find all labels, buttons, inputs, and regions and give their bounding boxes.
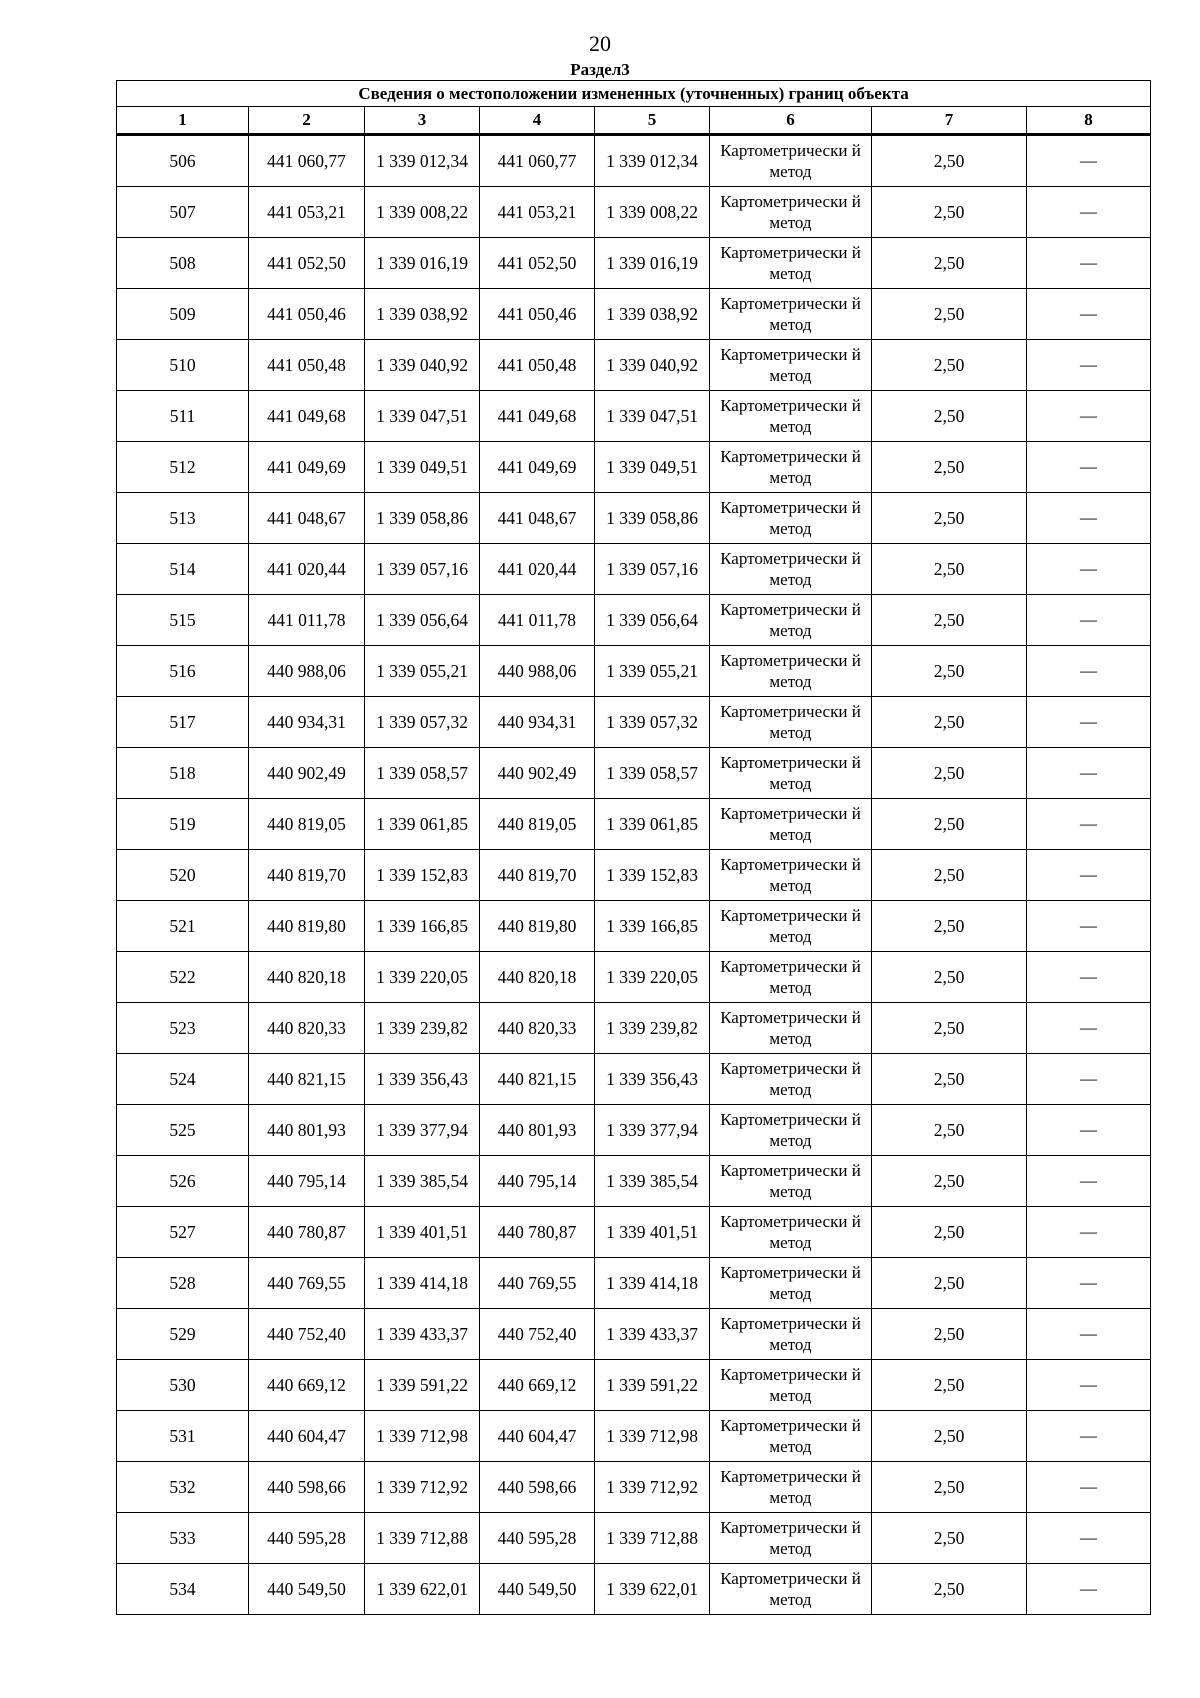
table-row	[117, 1156, 1151, 1207]
accuracy-cell: 2,50	[872, 1513, 1027, 1564]
accuracy-cell: 2,50	[872, 1003, 1027, 1054]
accuracy-cell: 2,50	[872, 1054, 1027, 1105]
method-cell: Картометрически й метод	[710, 1564, 872, 1615]
description-cell: —	[1027, 1105, 1151, 1156]
description-cell: —	[1027, 1411, 1151, 1462]
point-number-cell: 524	[117, 1054, 249, 1105]
new-x-cell: 441 053,21	[480, 187, 595, 238]
new-x-cell: 441 049,69	[480, 442, 595, 493]
table-row	[117, 493, 1151, 544]
old-y-cell: 1 339 056,64	[365, 595, 480, 646]
new-y-cell: 1 339 622,01	[595, 1564, 710, 1615]
point-number-cell: 515	[117, 595, 249, 646]
old-x-cell: 441 048,67	[249, 493, 365, 544]
accuracy-cell: 2,50	[872, 1258, 1027, 1309]
point-number-cell: 510	[117, 340, 249, 391]
new-y-cell: 1 339 414,18	[595, 1258, 710, 1309]
old-y-cell: 1 339 061,85	[365, 799, 480, 850]
old-x-cell: 440 752,40	[249, 1309, 365, 1360]
new-y-cell: 1 339 356,43	[595, 1054, 710, 1105]
old-y-cell: 1 339 356,43	[365, 1054, 480, 1105]
table-row	[117, 1462, 1151, 1513]
method-cell: Картометрически й метод	[710, 1054, 872, 1105]
method-cell: Картометрически й метод	[710, 697, 872, 748]
old-y-cell: 1 339 057,16	[365, 544, 480, 595]
old-x-cell: 440 819,70	[249, 850, 365, 901]
accuracy-cell: 2,50	[872, 850, 1027, 901]
old-x-cell: 441 060,77	[249, 135, 365, 187]
method-cell: Картометрически й метод	[710, 544, 872, 595]
new-x-cell: 440 819,05	[480, 799, 595, 850]
new-x-cell: 440 988,06	[480, 646, 595, 697]
table-row	[117, 1411, 1151, 1462]
column-number: 7	[872, 107, 1027, 135]
method-cell: Картометрически й метод	[710, 1105, 872, 1156]
old-x-cell: 440 902,49	[249, 748, 365, 799]
point-number-cell: 522	[117, 952, 249, 1003]
accuracy-cell: 2,50	[872, 238, 1027, 289]
method-cell: Картометрически й метод	[710, 1207, 872, 1258]
table-row	[117, 391, 1151, 442]
method-cell: Картометрически й метод	[710, 901, 872, 952]
method-cell: Картометрически й метод	[710, 850, 872, 901]
old-x-cell: 440 598,66	[249, 1462, 365, 1513]
point-number-cell: 518	[117, 748, 249, 799]
point-number-cell: 514	[117, 544, 249, 595]
method-cell: Картометрически й метод	[710, 1513, 872, 1564]
old-x-cell: 441 011,78	[249, 595, 365, 646]
old-x-cell: 440 819,80	[249, 901, 365, 952]
point-number-cell: 534	[117, 1564, 249, 1615]
new-y-cell: 1 339 057,16	[595, 544, 710, 595]
description-cell: —	[1027, 901, 1151, 952]
description-cell: —	[1027, 595, 1151, 646]
accuracy-cell: 2,50	[872, 442, 1027, 493]
accuracy-cell: 2,50	[872, 135, 1027, 187]
description-cell: —	[1027, 391, 1151, 442]
table-row	[117, 646, 1151, 697]
new-x-cell: 441 020,44	[480, 544, 595, 595]
new-y-cell: 1 339 056,64	[595, 595, 710, 646]
column-number-row	[117, 107, 1151, 135]
accuracy-cell: 2,50	[872, 901, 1027, 952]
point-number-cell: 512	[117, 442, 249, 493]
point-number-cell: 530	[117, 1360, 249, 1411]
old-x-cell: 440 669,12	[249, 1360, 365, 1411]
old-x-cell: 441 049,69	[249, 442, 365, 493]
accuracy-cell: 2,50	[872, 289, 1027, 340]
new-y-cell: 1 339 016,19	[595, 238, 710, 289]
table-body	[117, 135, 1151, 1615]
table-caption: Сведения о местоположении измененных (уточненных) границ объекта	[117, 81, 1151, 107]
table-row	[117, 1105, 1151, 1156]
accuracy-cell: 2,50	[872, 1309, 1027, 1360]
new-x-cell: 440 819,80	[480, 901, 595, 952]
description-cell: —	[1027, 1156, 1151, 1207]
accuracy-cell: 2,50	[872, 1207, 1027, 1258]
point-number-cell: 506	[117, 135, 249, 187]
accuracy-cell: 2,50	[872, 1156, 1027, 1207]
old-x-cell: 441 049,68	[249, 391, 365, 442]
description-cell: —	[1027, 289, 1151, 340]
method-cell: Картометрически й метод	[710, 289, 872, 340]
new-y-cell: 1 339 591,22	[595, 1360, 710, 1411]
point-number-cell: 533	[117, 1513, 249, 1564]
method-cell: Картометрически й метод	[710, 748, 872, 799]
method-cell: Картометрически й метод	[710, 340, 872, 391]
old-y-cell: 1 339 712,88	[365, 1513, 480, 1564]
old-y-cell: 1 339 047,51	[365, 391, 480, 442]
column-number: 5	[595, 107, 710, 135]
table-row	[117, 238, 1151, 289]
new-y-cell: 1 339 239,82	[595, 1003, 710, 1054]
new-x-cell: 440 598,66	[480, 1462, 595, 1513]
accuracy-cell: 2,50	[872, 748, 1027, 799]
description-cell: —	[1027, 799, 1151, 850]
description-cell: —	[1027, 238, 1151, 289]
old-x-cell: 441 053,21	[249, 187, 365, 238]
point-number-cell: 511	[117, 391, 249, 442]
new-x-cell: 441 050,46	[480, 289, 595, 340]
description-cell: —	[1027, 748, 1151, 799]
new-y-cell: 1 339 712,88	[595, 1513, 710, 1564]
new-y-cell: 1 339 712,92	[595, 1462, 710, 1513]
point-number-cell: 513	[117, 493, 249, 544]
table-row	[117, 799, 1151, 850]
description-cell: —	[1027, 1564, 1151, 1615]
page-number: 20	[589, 31, 611, 56]
new-x-cell: 440 795,14	[480, 1156, 595, 1207]
new-x-cell: 440 604,47	[480, 1411, 595, 1462]
new-y-cell: 1 339 377,94	[595, 1105, 710, 1156]
new-y-cell: 1 339 152,83	[595, 850, 710, 901]
new-x-cell: 440 752,40	[480, 1309, 595, 1360]
old-y-cell: 1 339 414,18	[365, 1258, 480, 1309]
method-cell: Картометрически й метод	[710, 1411, 872, 1462]
point-number-cell: 520	[117, 850, 249, 901]
description-cell: —	[1027, 697, 1151, 748]
new-x-cell: 441 060,77	[480, 135, 595, 187]
accuracy-cell: 2,50	[872, 952, 1027, 1003]
accuracy-cell: 2,50	[872, 1462, 1027, 1513]
description-cell: —	[1027, 1207, 1151, 1258]
accuracy-cell: 2,50	[872, 544, 1027, 595]
accuracy-cell: 2,50	[872, 1411, 1027, 1462]
old-x-cell: 441 052,50	[249, 238, 365, 289]
new-y-cell: 1 339 057,32	[595, 697, 710, 748]
old-x-cell: 441 020,44	[249, 544, 365, 595]
old-y-cell: 1 339 152,83	[365, 850, 480, 901]
new-y-cell: 1 339 220,05	[595, 952, 710, 1003]
accuracy-cell: 2,50	[872, 340, 1027, 391]
old-y-cell: 1 339 058,86	[365, 493, 480, 544]
old-x-cell: 440 780,87	[249, 1207, 365, 1258]
old-y-cell: 1 339 385,54	[365, 1156, 480, 1207]
description-cell: —	[1027, 646, 1151, 697]
old-y-cell: 1 339 401,51	[365, 1207, 480, 1258]
method-cell: Картометрически й метод	[710, 238, 872, 289]
point-number-cell: 509	[117, 289, 249, 340]
old-x-cell: 440 934,31	[249, 697, 365, 748]
method-cell: Картометрически й метод	[710, 595, 872, 646]
point-number-cell: 531	[117, 1411, 249, 1462]
accuracy-cell: 2,50	[872, 187, 1027, 238]
old-x-cell: 441 050,48	[249, 340, 365, 391]
new-x-cell: 440 902,49	[480, 748, 595, 799]
old-y-cell: 1 339 040,92	[365, 340, 480, 391]
new-y-cell: 1 339 040,92	[595, 340, 710, 391]
old-x-cell: 440 821,15	[249, 1054, 365, 1105]
new-y-cell: 1 339 012,34	[595, 135, 710, 187]
new-y-cell: 1 339 008,22	[595, 187, 710, 238]
old-y-cell: 1 339 239,82	[365, 1003, 480, 1054]
new-x-cell: 440 801,93	[480, 1105, 595, 1156]
old-x-cell: 440 549,50	[249, 1564, 365, 1615]
method-cell: Картометрически й метод	[710, 1156, 872, 1207]
accuracy-cell: 2,50	[872, 1564, 1027, 1615]
old-y-cell: 1 339 008,22	[365, 187, 480, 238]
old-y-cell: 1 339 433,37	[365, 1309, 480, 1360]
table-row	[117, 544, 1151, 595]
table-row	[117, 1054, 1151, 1105]
point-number-cell: 526	[117, 1156, 249, 1207]
new-y-cell: 1 339 058,57	[595, 748, 710, 799]
description-cell: —	[1027, 187, 1151, 238]
description-cell: —	[1027, 1462, 1151, 1513]
table-row	[117, 952, 1151, 1003]
old-x-cell: 440 820,18	[249, 952, 365, 1003]
old-y-cell: 1 339 622,01	[365, 1564, 480, 1615]
accuracy-cell: 2,50	[872, 595, 1027, 646]
accuracy-cell: 2,50	[872, 493, 1027, 544]
description-cell: —	[1027, 1258, 1151, 1309]
table-row	[117, 697, 1151, 748]
new-x-cell: 441 011,78	[480, 595, 595, 646]
column-number: 6	[710, 107, 872, 135]
point-number-cell: 516	[117, 646, 249, 697]
old-y-cell: 1 339 712,92	[365, 1462, 480, 1513]
new-x-cell: 440 819,70	[480, 850, 595, 901]
table-row	[117, 1207, 1151, 1258]
point-number-cell: 519	[117, 799, 249, 850]
old-y-cell: 1 339 058,57	[365, 748, 480, 799]
point-number-cell: 523	[117, 1003, 249, 1054]
description-cell: —	[1027, 850, 1151, 901]
old-y-cell: 1 339 057,32	[365, 697, 480, 748]
table-row	[117, 595, 1151, 646]
new-y-cell: 1 339 433,37	[595, 1309, 710, 1360]
old-x-cell: 441 050,46	[249, 289, 365, 340]
table-row	[117, 1309, 1151, 1360]
table-row	[117, 1513, 1151, 1564]
new-x-cell: 441 050,48	[480, 340, 595, 391]
section-title: Раздел3	[570, 60, 630, 79]
table-row	[117, 1003, 1151, 1054]
description-cell: —	[1027, 1003, 1151, 1054]
column-number: 8	[1027, 107, 1151, 135]
new-x-cell: 440 820,18	[480, 952, 595, 1003]
description-cell: —	[1027, 442, 1151, 493]
old-x-cell: 440 820,33	[249, 1003, 365, 1054]
method-cell: Картометрически й метод	[710, 493, 872, 544]
new-x-cell: 441 049,68	[480, 391, 595, 442]
table-row	[117, 1258, 1151, 1309]
column-number: 1	[117, 107, 249, 135]
method-cell: Картометрически й метод	[710, 1003, 872, 1054]
column-number: 4	[480, 107, 595, 135]
method-cell: Картометрически й метод	[710, 135, 872, 187]
new-x-cell: 441 048,67	[480, 493, 595, 544]
table-row	[117, 135, 1151, 187]
point-number-cell: 525	[117, 1105, 249, 1156]
old-x-cell: 440 819,05	[249, 799, 365, 850]
description-cell: —	[1027, 1309, 1151, 1360]
new-x-cell: 440 769,55	[480, 1258, 595, 1309]
new-y-cell: 1 339 166,85	[595, 901, 710, 952]
table-row	[117, 340, 1151, 391]
point-number-cell: 532	[117, 1462, 249, 1513]
old-y-cell: 1 339 038,92	[365, 289, 480, 340]
accuracy-cell: 2,50	[872, 1360, 1027, 1411]
method-cell: Картометрически й метод	[710, 952, 872, 1003]
description-cell: —	[1027, 340, 1151, 391]
table-row	[117, 748, 1151, 799]
table-row	[117, 850, 1151, 901]
new-y-cell: 1 339 385,54	[595, 1156, 710, 1207]
column-number: 2	[249, 107, 365, 135]
table-row	[117, 289, 1151, 340]
description-cell: —	[1027, 493, 1151, 544]
old-y-cell: 1 339 591,22	[365, 1360, 480, 1411]
accuracy-cell: 2,50	[872, 799, 1027, 850]
point-number-cell: 527	[117, 1207, 249, 1258]
new-x-cell: 440 669,12	[480, 1360, 595, 1411]
new-x-cell: 440 595,28	[480, 1513, 595, 1564]
boundary-coordinates-table	[116, 80, 1151, 1615]
new-y-cell: 1 339 401,51	[595, 1207, 710, 1258]
new-x-cell: 441 052,50	[480, 238, 595, 289]
old-y-cell: 1 339 377,94	[365, 1105, 480, 1156]
column-number: 3	[365, 107, 480, 135]
new-x-cell: 440 549,50	[480, 1564, 595, 1615]
description-cell: —	[1027, 1054, 1151, 1105]
accuracy-cell: 2,50	[872, 646, 1027, 697]
method-cell: Картометрически й метод	[710, 646, 872, 697]
old-x-cell: 440 595,28	[249, 1513, 365, 1564]
table-row	[117, 187, 1151, 238]
old-x-cell: 440 795,14	[249, 1156, 365, 1207]
old-x-cell: 440 988,06	[249, 646, 365, 697]
new-y-cell: 1 339 049,51	[595, 442, 710, 493]
table-row	[117, 1564, 1151, 1615]
new-y-cell: 1 339 058,86	[595, 493, 710, 544]
description-cell: —	[1027, 544, 1151, 595]
description-cell: —	[1027, 952, 1151, 1003]
table-row	[117, 1360, 1151, 1411]
old-y-cell: 1 339 712,98	[365, 1411, 480, 1462]
description-cell: —	[1027, 135, 1151, 187]
new-y-cell: 1 339 047,51	[595, 391, 710, 442]
method-cell: Картометрически й метод	[710, 187, 872, 238]
point-number-cell: 528	[117, 1258, 249, 1309]
new-y-cell: 1 339 038,92	[595, 289, 710, 340]
old-y-cell: 1 339 220,05	[365, 952, 480, 1003]
accuracy-cell: 2,50	[872, 1105, 1027, 1156]
method-cell: Картометрически й метод	[710, 391, 872, 442]
new-x-cell: 440 780,87	[480, 1207, 595, 1258]
old-y-cell: 1 339 055,21	[365, 646, 480, 697]
old-y-cell: 1 339 012,34	[365, 135, 480, 187]
new-x-cell: 440 821,15	[480, 1054, 595, 1105]
new-x-cell: 440 820,33	[480, 1003, 595, 1054]
table-row	[117, 901, 1151, 952]
old-y-cell: 1 339 166,85	[365, 901, 480, 952]
old-x-cell: 440 769,55	[249, 1258, 365, 1309]
new-x-cell: 440 934,31	[480, 697, 595, 748]
point-number-cell: 517	[117, 697, 249, 748]
description-cell: —	[1027, 1513, 1151, 1564]
new-y-cell: 1 339 061,85	[595, 799, 710, 850]
point-number-cell: 507	[117, 187, 249, 238]
method-cell: Картометрически й метод	[710, 1258, 872, 1309]
accuracy-cell: 2,50	[872, 697, 1027, 748]
new-y-cell: 1 339 712,98	[595, 1411, 710, 1462]
accuracy-cell: 2,50	[872, 391, 1027, 442]
method-cell: Картометрически й метод	[710, 1360, 872, 1411]
method-cell: Картометрически й метод	[710, 1309, 872, 1360]
point-number-cell: 508	[117, 238, 249, 289]
method-cell: Картометрически й метод	[710, 1462, 872, 1513]
description-cell: —	[1027, 1360, 1151, 1411]
method-cell: Картометрически й метод	[710, 799, 872, 850]
point-number-cell: 521	[117, 901, 249, 952]
old-y-cell: 1 339 049,51	[365, 442, 480, 493]
table-row	[117, 442, 1151, 493]
point-number-cell: 529	[117, 1309, 249, 1360]
old-y-cell: 1 339 016,19	[365, 238, 480, 289]
old-x-cell: 440 604,47	[249, 1411, 365, 1462]
new-y-cell: 1 339 055,21	[595, 646, 710, 697]
old-x-cell: 440 801,93	[249, 1105, 365, 1156]
method-cell: Картометрически й метод	[710, 442, 872, 493]
